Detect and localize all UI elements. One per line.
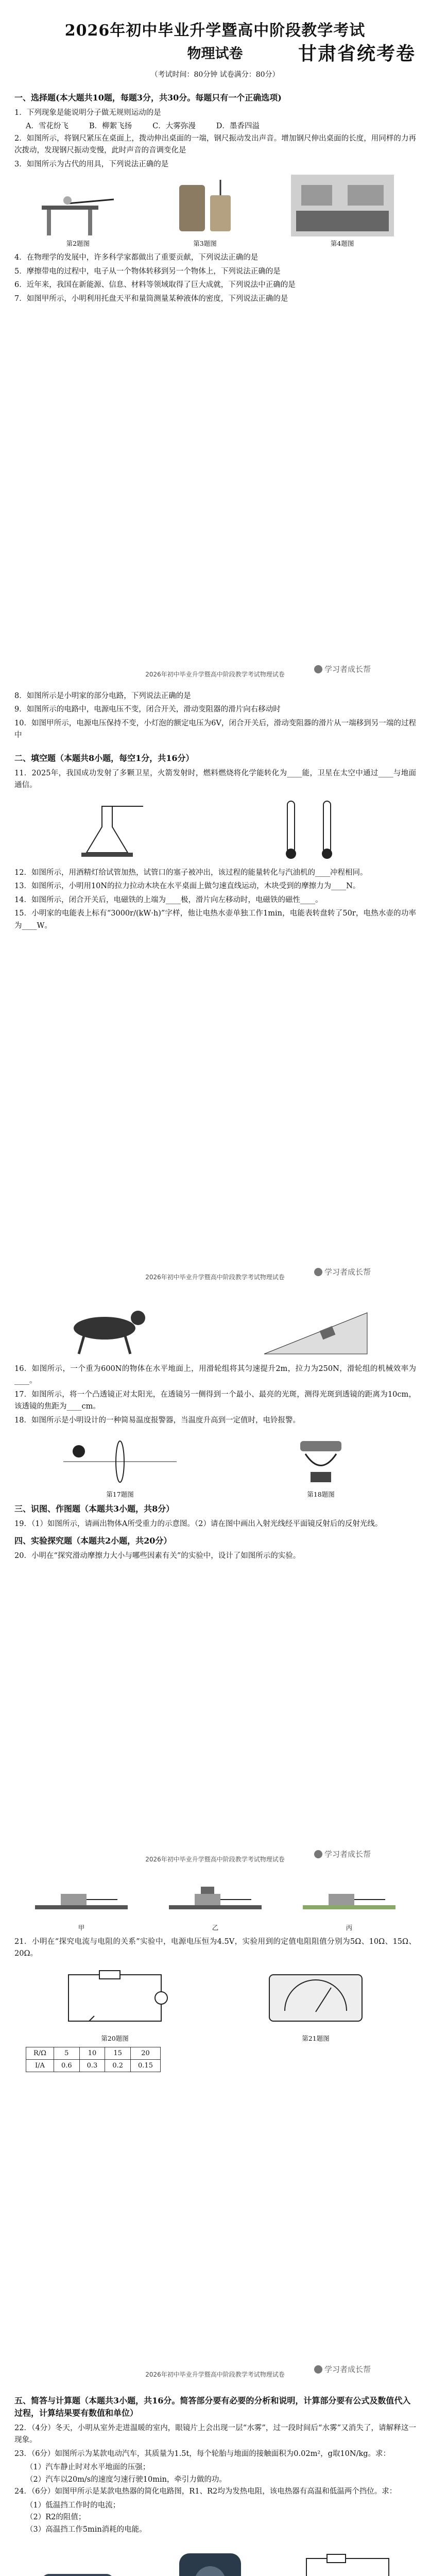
exam-header	[0, 0, 430, 72]
figure-caption: 第4题图	[330, 240, 354, 248]
question-10: 10．如图甲所示，电源电压保持不变，小灯泡的额定电压为6V，闭合开关后，滑动变阻器的滑片从一端移到另一端的过程中	[14, 719, 416, 740]
watermark: 学习者成长帮	[314, 1849, 371, 1859]
flask-apparatus-figure	[71, 796, 153, 863]
question-11: 11．2025年，我国成功发射了多颗卫星，火箭发射时，燃料燃烧将化学能转化为____能，卫星在太空中通过____与地面通信。	[14, 769, 416, 790]
figure-caption: 第21题图	[302, 2034, 330, 2042]
figure-caption: 第20题图	[101, 2034, 129, 2042]
watermark-logo-icon	[314, 665, 322, 673]
section-5	[14, 2391, 416, 2576]
page-footer: 2026年初中毕业升学暨高中阶段教学考试物理试卷	[145, 1856, 285, 1863]
watermark: 学习者成长帮	[314, 1266, 371, 1277]
lens-figure	[58, 1431, 182, 1487]
figure	[58, 1964, 171, 2043]
question-1-options	[14, 121, 416, 132]
sub-question: （3）高温挡工作5min消耗的电能。	[26, 2525, 147, 2534]
figure-label: 丙	[346, 1924, 353, 1931]
meter-figure	[259, 1964, 372, 2031]
station-photo-figure	[291, 175, 394, 236]
figure	[37, 175, 119, 248]
watermark: 学习者成长帮	[314, 2364, 371, 2375]
electromagnet-figure	[269, 1431, 372, 1487]
figure-row	[14, 1879, 416, 1932]
table-row: R/Ω 5 10 15 20	[26, 2047, 161, 2059]
question-19: 19．（1）如图所示，请画出物体A所受重力的示意图。（2）请在图中画出入射光线经平面镜反射后的反射光线。	[14, 1520, 383, 1529]
circuit-diagram	[58, 1964, 171, 2031]
data-table	[26, 2047, 161, 2072]
option: A．雪花纷飞	[26, 122, 68, 131]
figure-row	[14, 1297, 416, 1359]
figure	[296, 2543, 399, 2576]
question-9: 9．如图所示的电路中，电源电压不变，闭合开关，滑动变阻器的滑片向右移动时	[14, 705, 281, 714]
car-figure	[31, 2543, 124, 2576]
sub-question: （1）汽车静止时对水平地面的压强；	[26, 2463, 150, 2472]
section-1-continued	[14, 690, 416, 934]
question-2: 2．如图所示，将钢尺紧压在桌面上，拨动伸出桌面的一端，钢尺振动发出声音。增加钢尺伸出桌面的长度，用同样的力再次拨动，发现钢尺振动变慢，此时声音的音调变化是	[14, 134, 416, 155]
heater-circuit-figure	[296, 2543, 399, 2576]
figure	[164, 1879, 267, 1932]
figure	[269, 1431, 372, 1499]
question-7: 7．如图甲所示，小明利用托盘天平和量筒测量某种液体的密度，下列说法正确的是	[14, 294, 288, 303]
question-21: 21．小明在“探究电流与电阻的关系”实验中，电源电压恒为4.5V，实验用到的定值电阻阻值分别为5Ω、10Ω、15Ω、20Ω。	[14, 1938, 416, 1958]
figure	[31, 2543, 124, 2576]
page-footer: 2026年初中毕业升学暨高中阶段教学考试物理试卷	[145, 671, 285, 678]
question-14: 14．如图所示，闭合开关后，电磁铁的上端为____极，滑片向左移动时，电磁铁的磁性____。	[14, 895, 323, 904]
question-16: 16．如图所示，一个重为600N的物体在水平地面上，用滑轮组将其匀速提升2m，拉力为250N，滑轮组的机械效率为____。	[14, 1365, 416, 1385]
figure-caption: 第17题图	[106, 1490, 134, 1499]
figure	[164, 175, 246, 248]
region-label: 甘肃省统考卷	[298, 43, 416, 64]
question-4: 4．在物理学的发展中，许多科学家都做出了重要贡献，下列说法正确的是	[14, 253, 259, 262]
figure-caption: 第18题图	[307, 1490, 335, 1499]
figure-caption: 第3题图	[193, 240, 217, 248]
figure-row	[14, 2543, 416, 2576]
question-24: 24．（6分）如图甲所示是某款电热器的简化电路图，R1、R2均为发热电阻，该电热器有高温和低温两个挡位。求：	[14, 2487, 397, 2496]
section-4-continued	[14, 1875, 416, 2075]
watermark-logo-icon	[314, 1268, 322, 1276]
question-12: 12．如图所示，用酒精灯给试管加热，试管口的塞子被冲出，该过程的能量转化与汽油机的____冲程相同。	[14, 868, 368, 877]
figure	[58, 1431, 182, 1499]
question-8: 8．如图所示是小明家的部分电路，下列说法正确的是	[14, 692, 191, 700]
figure-label: 甲	[78, 1924, 85, 1931]
page-footer: 2026年初中毕业升学暨高中阶段教学考试物理试卷	[145, 1274, 285, 1281]
friction-setup-figure	[30, 1879, 133, 1921]
section-title: 一、选择题(本大题共10题，每题3分，共30分。每题只有一个正确选项)	[14, 93, 282, 103]
question-18: 18．如图所示是小明设计的一种简易温度报警器，当温度升高到一定值时，电铃报警。	[14, 1416, 300, 1425]
question-15: 15．小明家的电能表上标有“3000r/(kW·h)”字样，他让电热水壶单独工作1min，电能表转盘转了50r，电热水壶的功率为____W。	[14, 909, 416, 930]
watermark: 学习者成长帮	[314, 664, 371, 674]
question-13: 13．如图所示，小明用10N的拉力拉动木块在水平桌面上做匀速直线运动，木块受到的摩擦力为____N。	[14, 882, 360, 891]
figure-row	[14, 1964, 416, 2043]
option: B．柳絮飞扬	[89, 122, 132, 131]
section-2-continued	[14, 1293, 416, 1564]
ancient-tool-figure	[164, 175, 246, 236]
figure-row	[14, 796, 416, 863]
figure-label: 乙	[212, 1924, 219, 1931]
question-20: 20．小明在“探究滑动摩擦力大小与哪些因素有关”的实验中，设计了如图所示的实验。	[14, 1551, 301, 1560]
section-1	[14, 88, 416, 307]
thermometer-figure	[267, 796, 359, 863]
horse-statue-figure	[58, 1297, 171, 1359]
question-17: 17．如图所示，将一个凸透镜正对太阳光，在透镜另一侧得到一个最小、最亮的光斑，测得光斑到透镜的距离为10cm，该透镜的焦距为____cm。	[14, 1390, 416, 1411]
subject-title: 物理试卷	[187, 46, 243, 62]
ruler-on-table-figure	[37, 175, 119, 236]
figure	[159, 2543, 262, 2576]
sub-question: （2）R2的阻值；	[26, 2513, 86, 2522]
question-6: 6．近年来，我国在新能源、信息、材料等领域取得了巨大成就，下列说法中正确的是	[14, 281, 296, 290]
section-title: 二、填空题（本题共8小题，每空1分，共16分）	[14, 753, 194, 763]
figure-row	[14, 175, 416, 248]
section-title: 五、简答与计算题（本题共3小题，共16分。简答部分要有必要的分析和说明，计算部分要有公式及数值代入过程，计算结果要有数值和单位）	[14, 2396, 411, 2418]
figure	[259, 1964, 372, 2043]
incline-figure	[259, 1297, 372, 1359]
option: C．大雾弥漫	[152, 122, 196, 131]
page-footer: 2026年初中毕业升学暨高中阶段教学考试物理试卷	[145, 2371, 285, 2378]
heater-device-figure	[159, 2543, 262, 2576]
table-row: I/A 0.6 0.3 0.2 0.15	[26, 2059, 161, 2072]
figure	[291, 175, 394, 248]
sub-question: （2）汽车以20m/s的速度匀速行驶10min，牵引力做的功。	[26, 2475, 227, 2484]
section-title: 三、识图、作图题（本题共3小题，共8分）	[14, 1504, 175, 1514]
figure	[30, 1879, 133, 1932]
figure-caption: 第2题图	[66, 240, 90, 248]
friction-setup-figure	[298, 1879, 401, 1921]
friction-setup-figure	[164, 1879, 267, 1921]
sub-question: （1）低温挡工作时的电流；	[26, 2501, 121, 2510]
option: D．墨香四溢	[216, 122, 260, 131]
question-1: 1．下列现象是能说明分子做无规则运动的是	[14, 109, 161, 117]
question-22: 22．（4分）冬天，小明从室外走进温暖的室内，眼镜片上会出现一层“水雾”，过一段时间后“水雾”又消失了，请解释这一现象。	[14, 2424, 416, 2445]
question-5: 5．摩擦带电的过程中，电子从一个物体转移到另一个物体上，下列说法正确的是	[14, 267, 281, 276]
exam-title: 2026年初中毕业升学暨高中阶段教学考试	[64, 22, 366, 40]
watermark-logo-icon	[314, 1850, 322, 1858]
section-title: 四、实验探究题（本题共2小题，共20分）	[14, 1535, 172, 1546]
exam-info: （考试时间：80分钟 试卷满分：80分）	[150, 71, 280, 79]
figure	[298, 1879, 401, 1932]
question-3: 3．如图所示为古代的用具，下列说法正确的是	[14, 160, 169, 168]
watermark-logo-icon	[314, 2365, 322, 2374]
question-23: 23．（6分）如图所示为某款电动汽车，其质量为1.5t，每个轮胎与地面的接触面积为0.02m²，g取10N/kg。求：	[14, 2449, 391, 2458]
figure-row	[14, 1431, 416, 1499]
